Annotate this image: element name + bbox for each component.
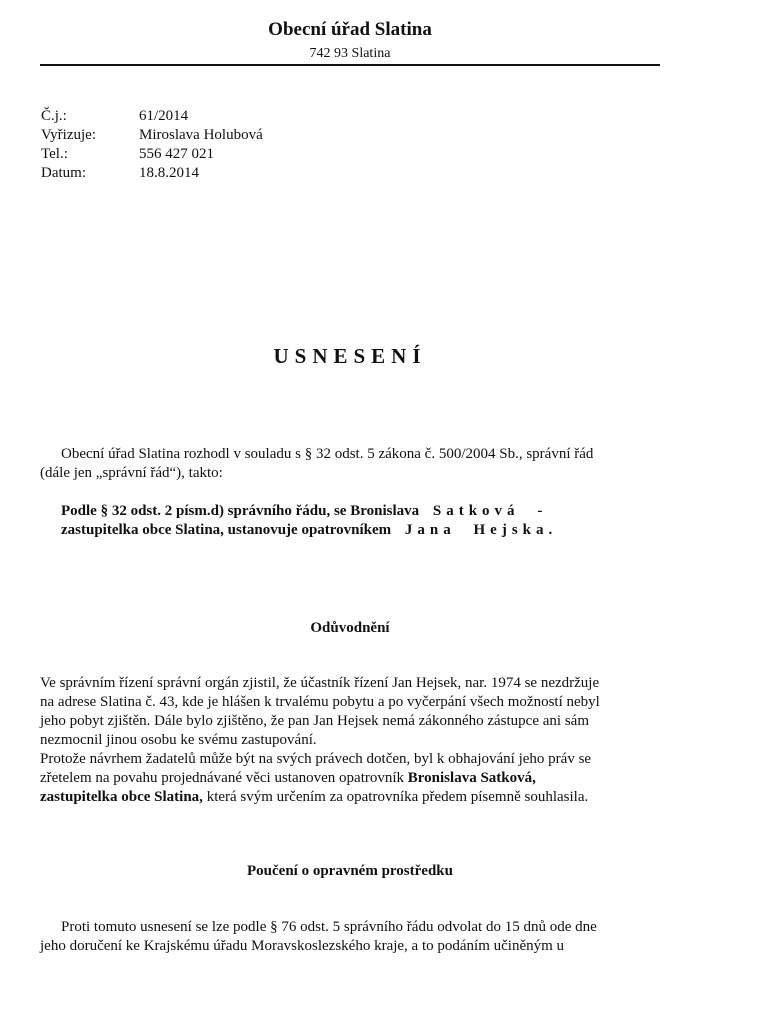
appeal-line: Proti tomuto usnesení se lze podle § 76 odst. 5 správního řádu odvolat do 15 dnů ode dne [61,919,597,935]
decision-line [61,502,557,521]
reasoning-line: na adrese Slatina č. 43, kde je hlášen k trvalému pobytu a po vyčerpání všech možností nebyl [40,694,600,710]
decision-dash: - [537,503,543,519]
reasoning-text: která svým určením za opatrovníka předem písemně souhlasila. [206,789,589,805]
reference-row [41,107,263,126]
date-label: Datum: [41,165,86,181]
reasoning-line [40,769,600,788]
phone-value: 556 427 021 [139,146,214,162]
reasoning-line: Ve správním řízení správní orgán zjistil, že účastník řízení Jan Hejsek, nar. 1974 se nezdržuje [40,675,600,691]
reasoning-line: nezmocnil jinou osobu ke svému zastupování. [40,732,317,748]
reasoning-paragraph [40,674,600,807]
reasoning-line [40,788,600,807]
date-value: 18.8.2014 [139,165,199,181]
reference-block [41,107,263,183]
reference-label: Č.j.: [41,108,67,124]
handler-row [41,126,263,145]
guardian-role: zastupitelka obce Slatina, [40,789,203,805]
ward-surname: Hejska. [473,522,558,538]
reasoning-text: zřetelem na povahu projednávané věci ustanoven opatrovník [40,770,405,786]
header-rule [40,64,660,66]
reasoning-heading: Odůvodnění [310,620,390,636]
decision-text: zastupitelka obce Slatina, ustanovuje opatrovníkem [61,522,392,538]
ward-first-name: Jana [404,522,456,538]
decision-paragraph [61,502,557,540]
guardian-name: Bronislava Satková, [407,770,536,786]
reasoning-line: jeho pobyt zjištěn. Dále bylo zjištěno, že pan Jan Hejsek nemá zákonného zástupce ani sám [40,713,589,729]
handler-value: Miroslava Holubová [139,127,263,143]
phone-row [41,145,263,164]
intro-paragraph [40,445,593,483]
guardian-surname: Satková [432,503,520,519]
handler-label: Vyřizuje: [41,127,96,143]
office-address: 742 93 Slatina [309,46,391,61]
intro-line: Obecní úřad Slatina rozhodl v souladu s § 32 odst. 5 zákona č. 500/2004 Sb., správní řád [61,446,594,462]
decision-line [61,521,557,540]
reasoning-line: Protože návrhem žadatelů může být na svých právech dotčen, byl k obhajování jeho práv se [40,751,592,767]
reference-value: 61/2014 [139,108,189,124]
appeal-paragraph [40,918,597,956]
office-name: Obecní úřad Slatina [268,19,432,40]
intro-line: (dále jen „správní řád“), takto: [40,465,223,481]
date-row [41,164,263,183]
decision-text: Podle § 32 odst. 2 písm.d) správního řádu, se Bronislava [61,503,420,519]
phone-label: Tel.: [41,146,68,162]
document-title: USNESENÍ [273,344,427,368]
appeal-line: jeho doručení ke Krajskému úřadu Moravskoslezského kraje, a to podáním učiněným u [40,938,565,954]
appeal-heading: Poučení o opravném prostředku [247,863,453,879]
